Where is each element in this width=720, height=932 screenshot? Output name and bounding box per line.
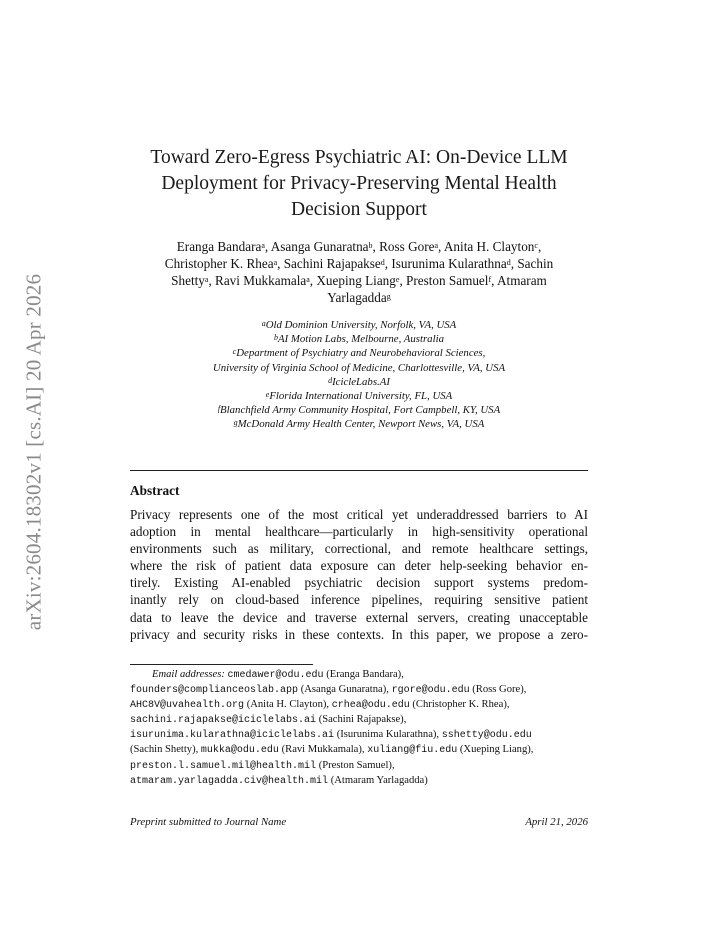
- email-address[interactable]: isurunima.kularathna@iciclelabs.ai: [130, 730, 335, 742]
- affiliation: [130, 318, 588, 332]
- arxiv-identifier-stamp: arXiv:2604.18302v1 [cs.AI] 20 Apr 2026: [21, 273, 46, 631]
- email-address[interactable]: sshetty@odu.edu: [441, 730, 532, 742]
- abstract-line: inantly rely on cloud-based inference pipelines, requiring sensitive patient: [130, 592, 588, 608]
- abstract-line: data to leave the device and traverse external servers, creating unacceptable: [130, 609, 588, 625]
- affiliation: [130, 389, 588, 403]
- affiliation-mark: a: [261, 319, 266, 328]
- email-owner: (Xueping Liang),: [459, 744, 534, 756]
- affiliation-mark: e: [265, 390, 270, 400]
- author-name: Christopher K. Rhea: [164, 256, 274, 271]
- author-affiliation-mark: c: [534, 241, 538, 250]
- affiliation-text: University of Virginia School of Medicine, Charlottesville, VA, USA: [212, 361, 506, 374]
- author-affiliation-mark: f: [488, 275, 492, 284]
- abstract-line: Privacy represents one of the most critical yet underaddressed barriers to AI: [130, 507, 588, 522]
- email-address[interactable]: crhea@odu.edu: [331, 700, 410, 712]
- email-owner: (Eranga Bandara),: [326, 669, 404, 680]
- affiliation: [130, 375, 588, 389]
- author-affiliation-mark: a: [434, 241, 439, 250]
- email-owner: (Christopher K. Rhea),: [412, 699, 510, 711]
- affiliation: [130, 346, 588, 360]
- author-affiliation-mark: b: [368, 241, 373, 250]
- section-divider: [130, 470, 588, 471]
- email-owner: (Sachini Rajapakse),: [318, 714, 407, 726]
- email-footnote: [130, 668, 588, 789]
- email-owner: (Preston Samuel),: [318, 759, 395, 771]
- abstract-line: tirely. Existing AI-enabled psychiatric decision support systems predom-: [130, 575, 588, 591]
- preprint-date: April 21, 2026: [525, 816, 588, 828]
- affiliation: [130, 361, 588, 375]
- email-address[interactable]: founders@complianceoslab.app: [130, 685, 299, 697]
- abstract-body: [130, 506, 588, 643]
- affiliation-mark: d: [328, 375, 333, 385]
- abstract-heading: Abstract: [130, 483, 180, 498]
- author-affiliation-mark: a: [261, 241, 265, 250]
- author-line: Eranga Bandara$^a$, Asanga Gunaratna$^b$, Ross Gore$^a$, Anita H. Clayton$^c$,: [176, 239, 542, 254]
- affiliation-text: Old Dominion University, Norfolk, VA, USA: [265, 319, 457, 331]
- author-affiliation-mark: a: [204, 275, 209, 284]
- email-owner: (Isurunima Kularathna),: [336, 729, 440, 741]
- author-name: Sachini Rajapakse: [283, 256, 381, 271]
- author-line: [130, 289, 588, 306]
- author-name: Ross Gore: [379, 239, 435, 254]
- affiliation-text: McDonald Army Health Center, Newport News, VA, USA: [237, 418, 485, 431]
- affiliation-list: [130, 318, 588, 432]
- email-address[interactable]: preston.l.samuel.mil@health.mil: [130, 760, 317, 772]
- author-affiliation-mark: g: [386, 292, 391, 301]
- author-name: Preston Samuel: [406, 273, 489, 288]
- email-owner: (Atmaram Yarlagadda): [330, 774, 428, 786]
- title-line: Decision Support: [291, 199, 427, 220]
- footnote-divider: [130, 664, 313, 665]
- author-name: Yarlagadda: [327, 290, 387, 305]
- affiliation-mark: f: [217, 404, 221, 414]
- author-affiliation-mark: e: [395, 275, 400, 284]
- author-line: Christopher K. Rhea$^a$, Sachini Rajapakse$^d$, Isurunima Kularathna$^d$, Sachin: [164, 256, 554, 271]
- affiliation: [130, 332, 588, 346]
- email-owner: (Sachin Shetty),: [130, 744, 199, 756]
- affiliation-mark: b: [274, 333, 279, 343]
- author-name: Anita H. Clayton: [443, 239, 535, 254]
- footnote-label: Email addresses:: [152, 669, 225, 680]
- author-name: Atmaram: [497, 273, 547, 288]
- email-owner: (Asanga Gunaratna),: [300, 684, 389, 696]
- affiliation: [130, 403, 588, 417]
- author-affiliation-mark: a: [306, 275, 310, 284]
- affiliation-mark: g: [233, 418, 238, 428]
- email-address[interactable]: AHC8V@uvahealth.org: [130, 700, 245, 712]
- preprint-note: Preprint submitted to Journal Name: [130, 816, 287, 828]
- author-name: Eranga Bandara: [176, 239, 262, 254]
- email-address[interactable]: cmedawer@odu.edu: [227, 670, 324, 681]
- abstract-line: adoption in mental healthcare—particularly in high-sensitivity operational: [130, 524, 588, 540]
- author-affiliation-mark: d: [380, 258, 385, 267]
- affiliation-text: IcicleLabs.AI: [332, 375, 390, 388]
- title-line: Deployment for Privacy-Preserving Mental Health: [161, 173, 557, 194]
- affiliation: [130, 417, 588, 431]
- email-owner: (Anita H. Clayton),: [246, 699, 330, 711]
- author-name: Ravi Mukkamala: [215, 273, 307, 288]
- abstract-line: privacy and security risks in these contexts. In this paper, we propose a zero-: [130, 626, 588, 642]
- title-line: Toward Zero-Egress Psychiatric AI: On-Device LLM: [150, 147, 568, 168]
- affiliation-text: Department of Psychiatry and Neurobehavioral Sciences,: [236, 347, 486, 360]
- abstract-line: environments such as military, correctional, and remote healthcare settings,: [130, 541, 588, 557]
- author-name: Shetty: [171, 273, 205, 288]
- email-address[interactable]: atmaram.yarlagadda.civ@health.mil: [130, 775, 329, 787]
- email-address[interactable]: rgore@odu.edu: [391, 685, 470, 697]
- email-address[interactable]: xuliang@fiu.edu: [367, 745, 458, 757]
- author-list: [130, 238, 588, 306]
- author-affiliation-mark: d: [506, 258, 511, 267]
- email-address[interactable]: mukka@odu.edu: [200, 745, 279, 757]
- author-name: Isurunima Kularathna: [391, 256, 507, 271]
- author-affiliation-mark: a: [273, 258, 278, 267]
- author-name: Asanga Gunaratna: [270, 239, 369, 254]
- affiliation-text: Blanchfield Army Community Hospital, Fort Campbell, KY, USA: [220, 404, 501, 417]
- abstract-line: where the risk of patient data exposure can deter help-seeking behavior en-: [130, 558, 588, 574]
- email-owner: (Ross Gore),: [472, 684, 527, 696]
- affiliation-mark: c: [232, 347, 237, 357]
- author-name: Sachin: [517, 256, 554, 271]
- author-name: Xueping Liang: [316, 273, 396, 288]
- paper-title: [130, 145, 588, 223]
- email-owner: (Ravi Mukkamala),: [281, 744, 365, 756]
- author-line: Shetty$^a$, Ravi Mukkamala$^a$, Xueping Liang$^e$, Preston Samuel$^f$, Atmaram: [171, 273, 547, 288]
- affiliation-text: AI Motion Labs, Melbourne, Australia: [278, 333, 444, 346]
- email-address[interactable]: sachini.rajapakse@iciclelabs.ai: [130, 715, 317, 727]
- affiliation-text: Florida International University, FL, USA: [269, 390, 453, 403]
